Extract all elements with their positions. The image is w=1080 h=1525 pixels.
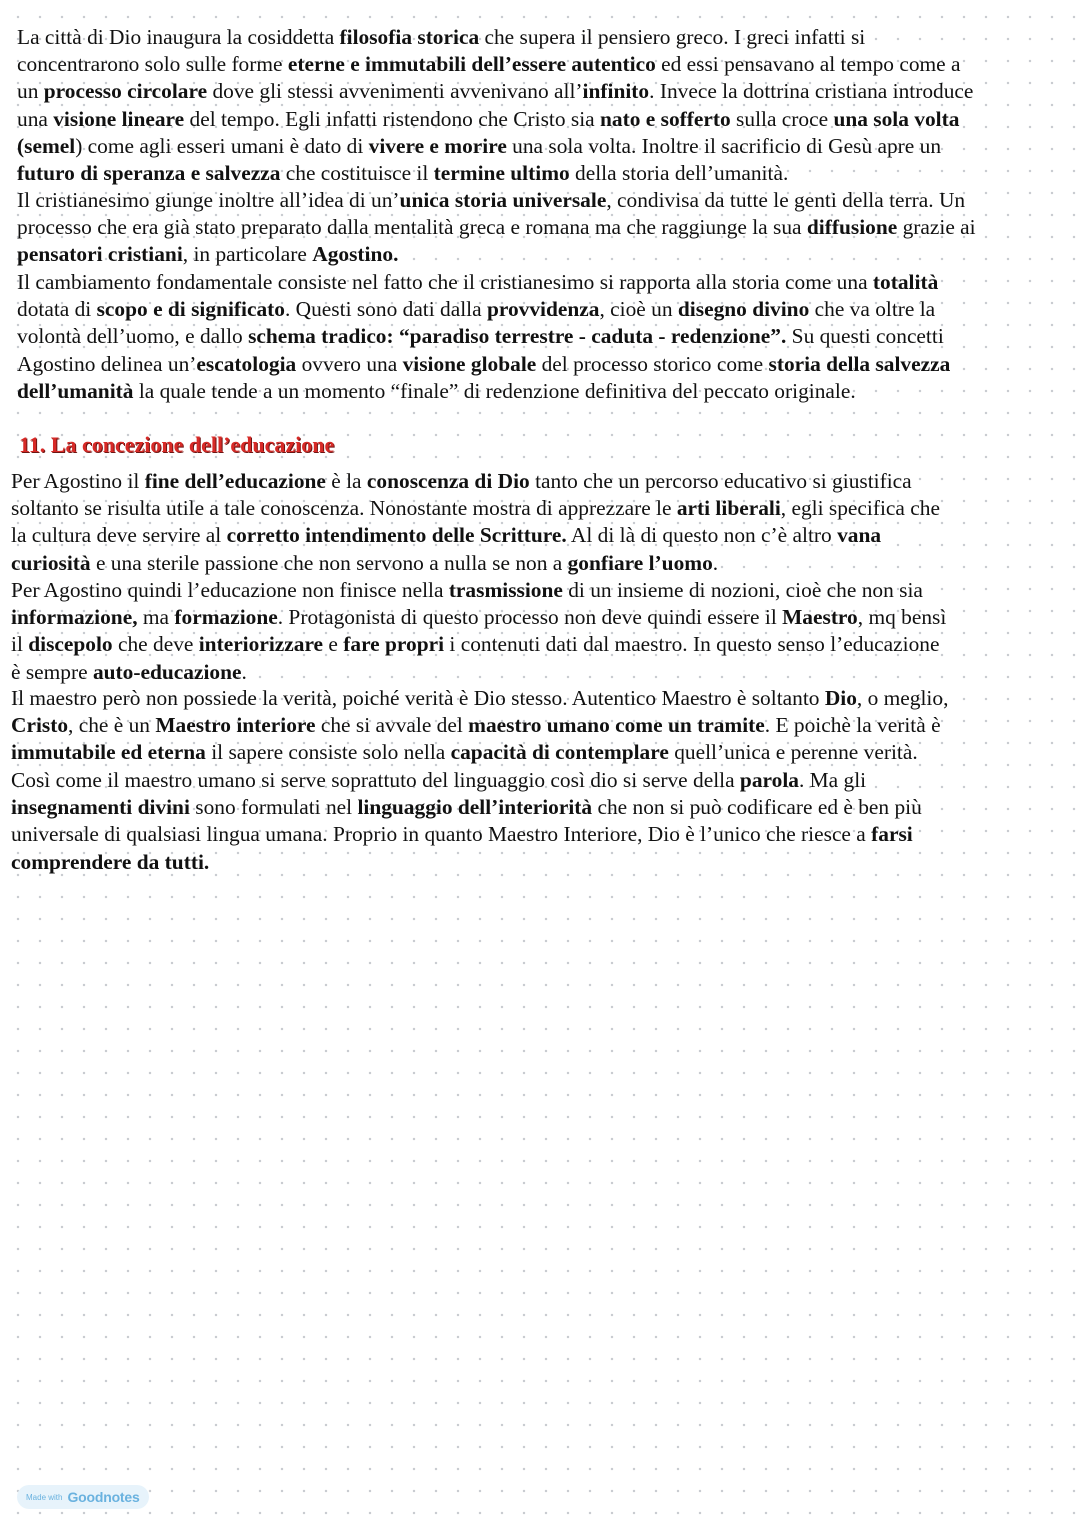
text-run: che va oltre la volontà dell’uomo, e dallo (17, 297, 936, 349)
text-run: la quale tende a un momento “finale” di redenzione definitiva del peccato originale. (133, 378, 856, 403)
text-run: Su questi concetti Agostino delinea un’ (17, 324, 944, 376)
bold-text-run: scopo e di significato (96, 297, 285, 322)
bold-text-run: linguaggio dell’interiorità (357, 795, 593, 820)
text-run: è la (325, 469, 367, 493)
bold-text-run: immutabile ed eterna (11, 740, 206, 765)
text-run: La città di Dio inaugura la cosiddetta (17, 25, 340, 49)
paragraph-filosofia-storica (17, 24, 1080, 187)
paragraph-linguaggio-interiorita (11, 767, 1071, 876)
bold-text-run: conoscenza di Dio (366, 469, 530, 493)
bold-text-run: futuro di speranza e salvezza (17, 161, 281, 186)
text-run: tanto che un percorso educativo si giustifica soltanto se risulta utile a tale conoscenza. Nonostante mostra di apprezzare le (11, 469, 912, 521)
bold-text-run: maestro umano come un tramite (468, 713, 765, 738)
bold-text-run: visione globale (402, 351, 537, 376)
paragraph-maestro-interiore (11, 685, 1071, 767)
paragraph-auto-educazione (11, 577, 1071, 686)
bold-text-run: infinito (582, 79, 650, 104)
text-run: , egli specifica che la cultura deve servire al (11, 496, 940, 548)
text-run: ed essi pensavano al tempo come a un (17, 52, 961, 104)
text-run: , condivisa da tutte le genti della terra. Un processo che era già stato preparato dalla mentalità greca e romana ma che raggiunge la sua (17, 188, 966, 240)
paragraph-fine-educazione (11, 468, 1071, 577)
bold-text-run: farsi (871, 822, 913, 847)
text-run: , che è un (68, 713, 156, 738)
bold-text-run: insegnamenti divini (11, 795, 190, 820)
bold-text-run: vivere e morire (368, 133, 507, 158)
paragraph-storia-universale (17, 187, 1080, 269)
bold-text-run: unica storia universale (399, 188, 607, 212)
bold-text-run: diffusione (806, 215, 898, 240)
bold-text-run: filosofia storica (339, 25, 480, 49)
text-run: che supera il pensiero greco. I greci infatti si concentrarono solo sulle forme (17, 25, 866, 77)
bold-text-run: (semel (17, 133, 76, 158)
text-run: del tempo. Egli infatti ristendono che Cristo sia (184, 106, 601, 131)
text-run: Per Agostino quindi l’educazione non finisce nella (11, 578, 449, 602)
badge-prefix: Made with (26, 1492, 63, 1502)
bold-text-run: Agostino. (312, 242, 399, 267)
text-run: e una sterile passione che non servono a nulla se non a (90, 550, 568, 575)
bold-text-run: Maestro interiore (155, 713, 316, 738)
bold-text-run: Dio (824, 686, 857, 710)
text-run: i contenuti dati dal maestro. In questo senso l’educazione è sempre (11, 632, 940, 684)
text-run: . Protagonista di questo processo non deve quindi essere il (277, 605, 783, 630)
bold-text-run: dell’umanità (17, 378, 134, 403)
text-run: dotata di (17, 297, 92, 322)
text-run: grazie ai (902, 215, 976, 240)
bold-text-run: trasmissione (448, 578, 563, 602)
bold-text-run: curiosità (11, 550, 91, 575)
bold-text-run: vana (837, 523, 882, 548)
text-run: , mq bensì il (11, 605, 947, 657)
bold-text-run: storia della salvezza (768, 351, 951, 376)
text-run: che deve (112, 632, 199, 657)
bold-text-run: provvidenza (486, 297, 600, 322)
bold-text-run: arti liberali (676, 496, 781, 521)
bold-text-run: disegno divino (677, 297, 810, 322)
bold-text-run: gonfiare l’uomo (567, 550, 713, 575)
paragraph-escatologia (17, 269, 1080, 405)
text-run: . (712, 550, 719, 575)
text-run: di un insieme di nozioni, cioè che non sia (568, 578, 923, 602)
bold-text-run: informazione, (11, 605, 138, 630)
text-run: che costituisce il (280, 161, 434, 186)
bold-text-run: interiorizzare (198, 632, 324, 657)
bold-text-run: comprendere da tutti. (11, 849, 210, 874)
text-run: . Ma gli (798, 768, 867, 792)
text-run: , cioè un (599, 297, 678, 322)
text-run: che non si può codificare ed è ben più universale di qualsiasi lingua umana. Proprio in quanto Maestro Interiore, Dio è l’unico che riesce a (11, 795, 922, 847)
bold-text-run: formazione (174, 605, 278, 630)
text-run: . (241, 659, 247, 684)
bold-text-run: termine ultimo (433, 161, 570, 186)
bold-text-run: corretto intendimento delle Scritture. (226, 523, 567, 548)
bold-text-run: discepolo (28, 632, 113, 657)
goodnotes-logo: Goodnotes (67, 1489, 140, 1505)
bold-text-run: capacità di contemplare (450, 740, 669, 765)
text-run: Il maestro però non possiede la verità, poiché verità è Dio stesso. Autentico Maestro è soltanto (11, 686, 825, 710)
bold-text-run: parola (739, 768, 799, 792)
text-run: sulla croce (730, 106, 834, 131)
section-heading: 11. La concezione dell’educazione (19, 432, 335, 457)
bold-text-run: processo circolare (43, 79, 208, 104)
text-run: Per Agostino il (11, 469, 145, 493)
bold-text-run: visione lineare (53, 106, 185, 131)
made-with-goodnotes-badge[interactable] (17, 1485, 149, 1509)
text-run: dove gli stessi avvenimenti avvenivano all’ (207, 79, 583, 104)
bold-text-run: escatologia (196, 351, 297, 376)
bold-text-run: fare propri (343, 632, 445, 657)
text-run: sono formulati nel (189, 795, 358, 820)
text-run: una sola volta. Inoltre il sacrificio di Gesù apre un (512, 133, 942, 158)
bold-text-run: nato e sofferto (600, 106, 731, 131)
bold-text-run: auto-educazione (92, 659, 242, 684)
bold-text-run: Maestro (782, 605, 858, 630)
text-run: Al di là di questo non c’è altro (566, 523, 838, 548)
text-run: , o meglio, (856, 686, 949, 710)
text-run: Il cambiamento fondamentale consiste nel fatto che il cristianesimo si rapporta alla storia come una (17, 270, 873, 294)
bold-text-run: fine dell’educazione (144, 469, 326, 493)
text-run: ma (137, 605, 175, 630)
text-run: . Invece la dottrina cristiana introduce una (17, 79, 974, 131)
bold-text-run: una sola volta (833, 106, 960, 131)
text-run: e (323, 632, 344, 657)
bold-text-run: Cristo (11, 713, 69, 738)
text-run: Così come il maestro umano si serve soprattuto del linguaggio così dio si serve della (11, 768, 740, 792)
text-run: della storia dell’umanità. (569, 161, 789, 186)
text-run: il sapere consiste solo nella (205, 740, 451, 765)
text-run: che si avvale del (315, 713, 469, 738)
bold-text-run: schema tradico: “paradiso terrestre - caduta - redenzione”. (248, 324, 787, 349)
text-run: del processo storico come (536, 351, 769, 376)
text-run: ) come agli esseri umani è dato di (75, 133, 369, 158)
text-run: . E poichè la verità è (764, 713, 941, 738)
text-run: quell’unica e perenne verità. (668, 740, 918, 765)
text-run: Il cristianesimo giunge inoltre all’idea di un’ (17, 188, 400, 212)
text-run: ovvero una (296, 351, 403, 376)
text-run: . Questi sono dati dalla (284, 297, 487, 322)
bold-text-run: eterne e immutabili dell’essere autentico (287, 52, 656, 77)
text-run: , in particolare (182, 242, 313, 267)
bold-text-run: totalità (872, 270, 939, 294)
bold-text-run: pensatori cristiani (17, 242, 183, 267)
